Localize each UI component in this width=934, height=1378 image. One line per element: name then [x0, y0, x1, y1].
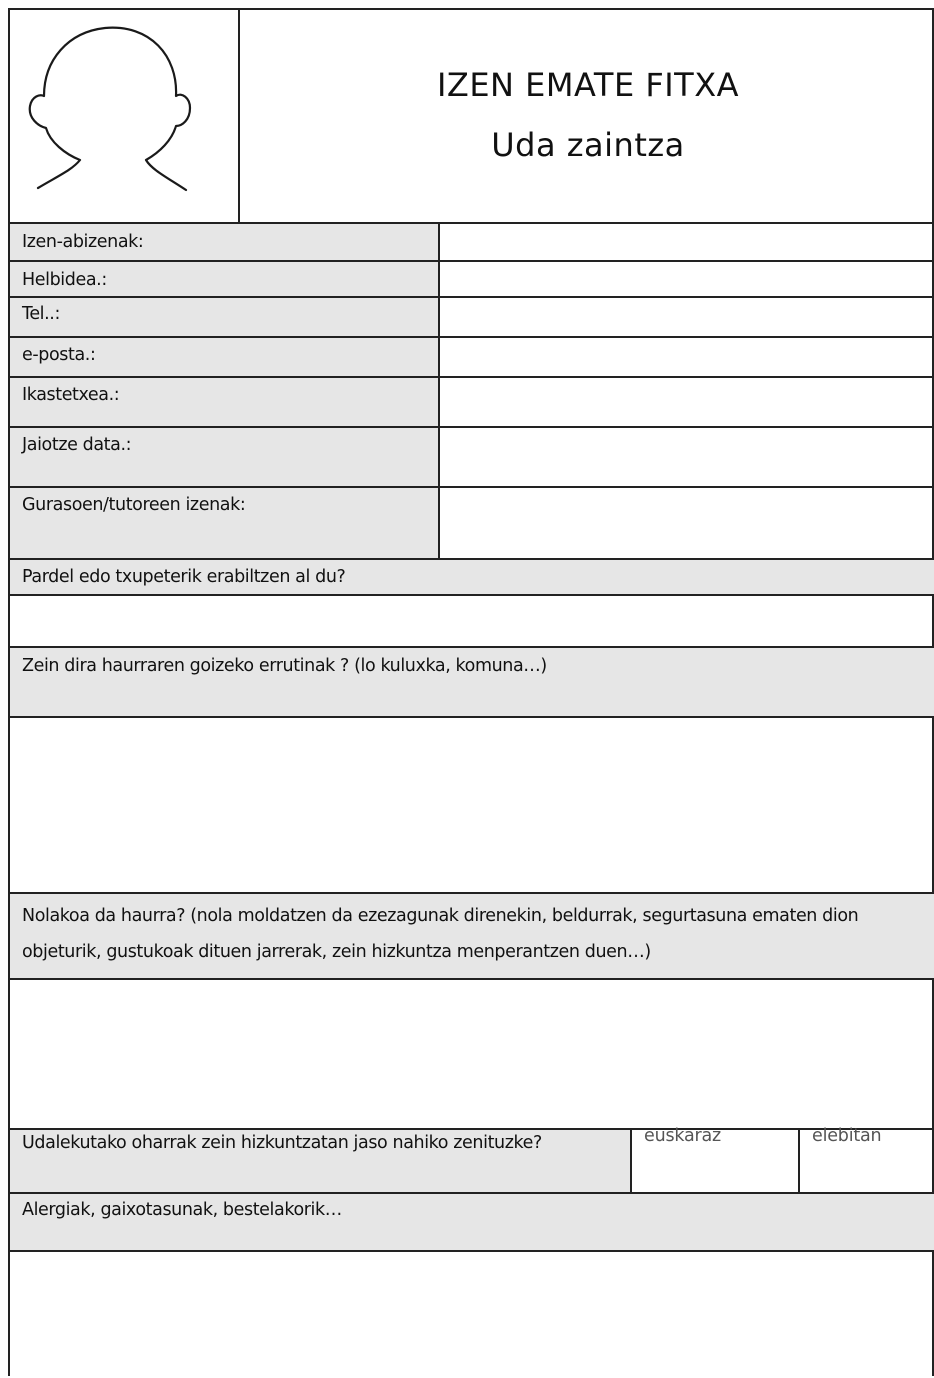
address-input[interactable]: [440, 262, 934, 296]
header-divider: [238, 10, 240, 222]
question-allergies: Alergiak, gaixotasunak, bestelakorik…: [22, 1200, 342, 1220]
person-silhouette-icon: [10, 10, 238, 222]
registration-form: [8, 8, 934, 1376]
field-label-phone: Tel..:: [22, 304, 60, 324]
character-answer[interactable]: [10, 980, 934, 1128]
option-elebitan[interactable]: elebitan: [812, 1126, 882, 1146]
question-language: Udalekutako oharrak zein hizkuntzatan jaso nahiko zenituzke?: [22, 1133, 542, 1153]
email-input[interactable]: [440, 338, 934, 376]
option-euskaraz[interactable]: euskaraz: [644, 1126, 722, 1146]
field-label-school: Ikastetxea.:: [22, 385, 120, 405]
phone-input[interactable]: [440, 298, 934, 336]
question-routines: Zein dira haurraren goizeko errutinak ? (lo kuluxka, komuna…): [22, 656, 547, 676]
question-diaper: Pardel edo txupeterik erabiltzen al du?: [22, 567, 346, 587]
question-character: Nolakoa da haurra? (nola moldatzen da ezezagunak direnekin, beldurrak, segurtasuna ematen dion objeturik, gustukoak dituen jarrerak, zein hizkuntza menperantzen duen…): [22, 906, 859, 962]
name-input[interactable]: [440, 224, 934, 260]
field-label-birthdate: Jaiotze data.:: [22, 435, 132, 455]
birthdate-input[interactable]: [440, 428, 934, 486]
divider: [798, 1128, 800, 1192]
photo-box: [10, 10, 238, 222]
field-label-guardians: Gurasoen/tutoreen izenak:: [22, 495, 246, 515]
divider: [630, 1128, 632, 1192]
form-subtitle: Uda zaintza: [491, 126, 685, 164]
allergies-answer[interactable]: [10, 1252, 934, 1378]
field-label-address: Helbidea.:: [22, 270, 107, 290]
form-title: IZEN EMATE FITXA: [436, 66, 740, 104]
field-label-name: Izen-abizenak:: [22, 232, 144, 252]
school-input[interactable]: [440, 378, 934, 426]
field-label-email: e-posta.:: [22, 345, 96, 365]
routines-answer[interactable]: [10, 718, 934, 892]
guardians-input[interactable]: [440, 488, 934, 558]
diaper-answer[interactable]: [10, 596, 934, 646]
